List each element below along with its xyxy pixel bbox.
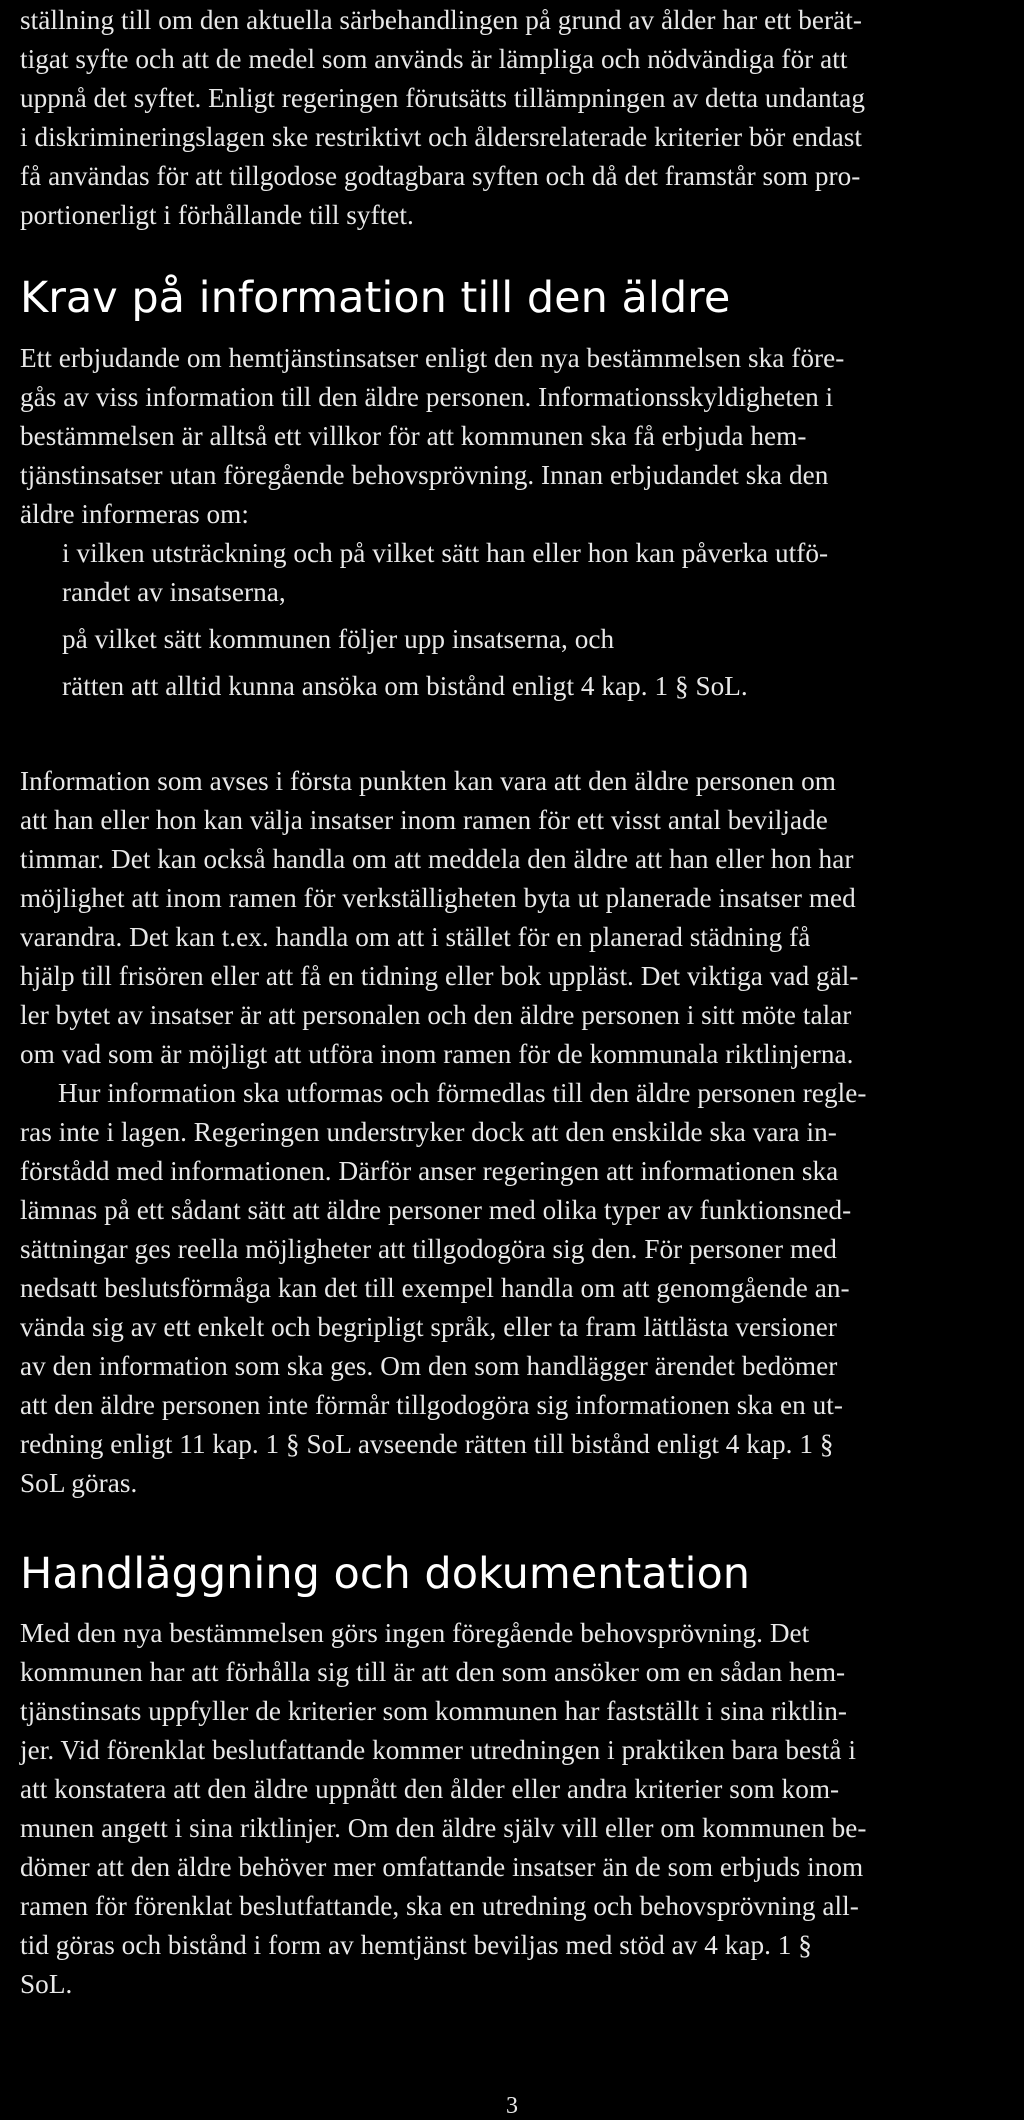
text-line: ställning till om den aktuella särbehandlingen på grund av ålder har ett berät- — [20, 5, 862, 35]
text-line: vända sig av ett enkelt och begripligt språk, eller ta fram lättlästa versioner — [20, 1312, 838, 1342]
text-line: portionerligt i förhållande till syftet. — [20, 200, 414, 230]
section2-paragraph — [20, 1614, 866, 2004]
text-line: bestämmelsen är alltså ett villkor för att kommunen ska få erbjuda hem- — [20, 421, 807, 451]
text-line: att konstatera att den äldre uppnått den ålder eller andra kriterier som kom- — [20, 1774, 840, 1804]
text-line: gås av viss information till den äldre personen. Informationsskyldigheten i — [20, 382, 834, 412]
text-line: varandra. Det kan t.ex. handla om att i stället för en planerad städning få — [20, 922, 811, 952]
text-line: timmar. Det kan också handla om att meddela den äldre att han eller hon har — [20, 844, 854, 874]
list-item — [62, 667, 828, 706]
text-line: förstådd med informationen. Därför anser regeringen att informationen ska — [20, 1156, 839, 1186]
text-line: SoL. — [20, 1969, 73, 1999]
text-line: Hur information ska utformas och förmedlas till den äldre personen regle- — [58, 1078, 867, 1108]
text-line: sättningar ges reella möjligheter att tillgodogöra sig den. För personer med — [20, 1234, 837, 1264]
text-line: av den information som ska ges. Om den som handlägger ärendet bedömer — [20, 1351, 838, 1381]
text-line: att den äldre personen inte förmår tillgodogöra sig informationen ska en ut- — [20, 1390, 843, 1420]
text-line: om vad som är möjligt att utföra inom ramen för de kommunala riktlinjerna. — [20, 1039, 854, 1069]
text-line: tjänstinsatser utan föregående behovsprövning. Innan erbjudandet ska den — [20, 460, 829, 490]
text-line: i diskrimineringslagen ske restriktivt och åldersrelaterade kriterier bör endast — [20, 122, 862, 152]
intro-paragraph — [20, 1, 865, 235]
section1-paragraph — [20, 339, 844, 534]
text-line: tjänstinsats uppfyller de kriterier som kommunen har fastställt i sina riktlin- — [20, 1696, 847, 1726]
list-item-line: på vilket sätt kommunen följer upp insatserna, och — [62, 624, 615, 654]
text-line: redning enligt 11 kap. 1 § SoL avseende rätten till bistånd enligt 4 kap. 1 § — [20, 1429, 834, 1459]
text-line: Information som avses i första punkten kan vara att den äldre personen om — [20, 766, 837, 796]
text-line: nedsatt beslutsförmåga kan det till exempel handla om att genomgående an- — [20, 1273, 850, 1303]
list-item — [62, 534, 828, 612]
information-list — [62, 534, 828, 714]
text-line: jer. Vid förenklat beslutfattande kommer utredningen i praktiken bara bestå i — [20, 1735, 856, 1765]
text-line: kommunen har att förhålla sig till är att den som ansöker om en sådan hem- — [20, 1657, 846, 1687]
text-line: munen angett i sina riktlinjer. Om den äldre själv vill eller om kommunen be- — [20, 1813, 867, 1843]
text-line: hjälp till frisören eller att få en tidning eller bok uppläst. Det viktiga vad gäl- — [20, 961, 859, 991]
page-number: 3 — [506, 2093, 518, 2119]
text-line: ler bytet av insatser är att personalen och den äldre personen i sitt möte talar — [20, 1000, 852, 1030]
text-line: SoL göras. — [20, 1468, 138, 1498]
text-line: att han eller hon kan välja insatser inom ramen för ett visst antal beviljade — [20, 805, 828, 835]
text-line: lämnas på ett sådant sätt att äldre personer med olika typer av funktionsned- — [20, 1195, 852, 1225]
text-line: äldre informeras om: — [20, 499, 249, 529]
text-line: få användas för att tillgodose godtagbara syften och då det framstår som pro- — [20, 161, 861, 191]
text-line: tigat syfte och att de medel som används är lämpliga och nödvändiga för att — [20, 44, 848, 74]
list-item-line: rätten att alltid kunna ansöka om bistånd enligt 4 kap. 1 § SoL. — [62, 671, 748, 701]
list-item-line: i vilken utsträckning och på vilket sätt han eller hon kan påverka utfö- — [62, 538, 829, 568]
text-line: dömer att den äldre behöver mer omfattande insatser än de som erbjuds inom — [20, 1852, 864, 1882]
list-item — [62, 620, 828, 659]
text-line: tid göras och bistånd i form av hemtjänst beviljas med stöd av 4 kap. 1 § — [20, 1930, 812, 1960]
heading-handlaggning: Handläggning och dokumentation — [20, 1549, 751, 1599]
text-line: uppnå det syftet. Enligt regeringen förutsätts tillämpningen av detta undantag — [20, 83, 865, 113]
text-line: ras inte i lagen. Regeringen understryker dock att den enskilde ska vara in- — [20, 1117, 837, 1147]
text-line: Ett erbjudande om hemtjänstinsatser enligt den nya bestämmelsen ska före- — [20, 343, 845, 373]
heading-krav-pa-information: Krav på information till den äldre — [20, 273, 731, 323]
section1-continued-paragraphs — [20, 762, 866, 1503]
text-line: möjlighet att inom ramen för verkställigheten byta ut planerade insatser med — [20, 883, 856, 913]
list-item-line: randet av insatserna, — [62, 577, 286, 607]
text-line: ramen för förenklat beslutfattande, ska en utredning och behovsprövning all- — [20, 1891, 859, 1921]
text-line: Med den nya bestämmelsen görs ingen föregående behovsprövning. Det — [20, 1618, 810, 1648]
